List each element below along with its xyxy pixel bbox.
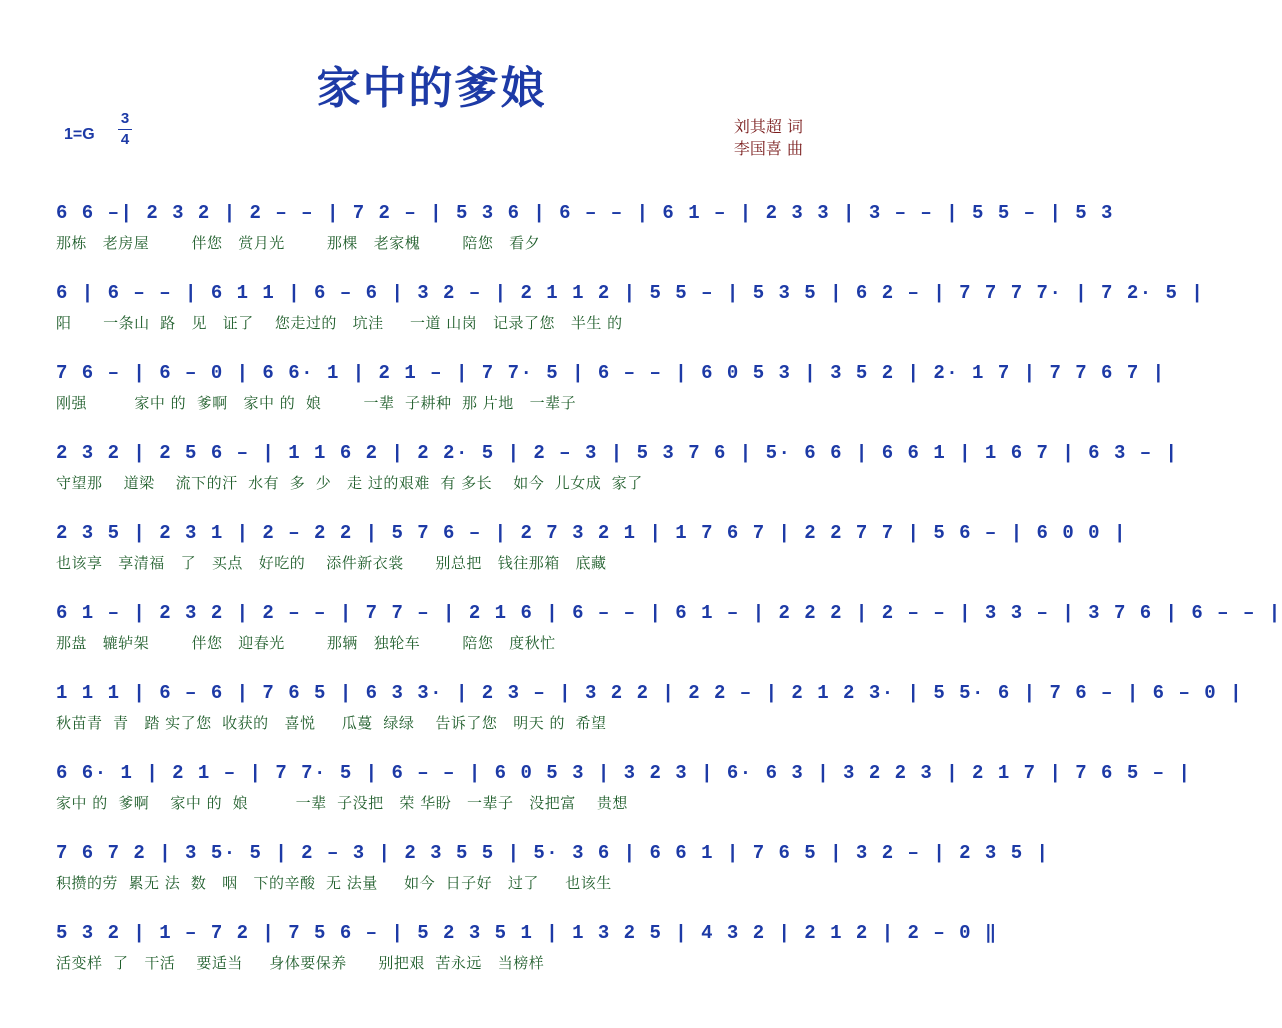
lyric-line: 积攒的劳 累无 法 数 咽 下的辛酸 无 法量 如今 日子好 过了 也该生 bbox=[56, 874, 612, 892]
score-system-8 bbox=[56, 756, 1192, 816]
score-system-1 bbox=[56, 196, 1114, 256]
key-signature: 1=G bbox=[64, 126, 95, 143]
lyric-line: 守望那 道梁 流下的汗 水有 多 少 走 过的艰难 有 多长 如今 儿女成 家了 bbox=[56, 474, 643, 492]
credits bbox=[734, 116, 803, 160]
lyricist-credit: 刘其超 词 bbox=[733, 117, 803, 136]
notation-line: 6 6· 1 | 2 1 – | 7 7· 5 | 6 – – | 6 0 5 3 | 3 2 3 | 6· 6 3 | 3 2 2 3 | 2 1 7 | 7 6 5 – | bbox=[56, 762, 1192, 784]
meter-bar bbox=[118, 129, 132, 130]
lyric-line: 那栋 老房屋 伴您 赏月光 那棵 老家槐 陪您 看夕 bbox=[56, 234, 541, 252]
notation-line: 6 6 –| 2 3 2 | 2 – – | 7 2 – | 5 3 6 | 6 – – | 6 1 – | 2 3 3 | 3 – – | 5 5 – | 5 3 bbox=[56, 202, 1114, 224]
score-system-3 bbox=[56, 356, 1166, 416]
score-system-9 bbox=[56, 836, 1050, 896]
lyric-line: 秋苗青 青 踏 实了您 收获的 喜悦 瓜蔓 绿绿 告诉了您 明天 的 希望 bbox=[56, 714, 607, 732]
notation-line: 6 | 6 – – | 6 1 1 | 6 – 6 | 3 2 – | 2 1 1 2 | 5 5 – | 5 3 5 | 6 2 – | 7 7 7 7· | 7 2· 5 | bbox=[56, 282, 1205, 304]
notation-line: 2 3 5 | 2 3 1 | 2 – 2 2 | 5 7 6 – | 2 7 3 2 1 | 1 7 6 7 | 2 2 7 7 | 5 6 – | 6 0 0 | bbox=[56, 522, 1127, 544]
score-system-10 bbox=[56, 916, 998, 976]
notation-line: 2 3 2 | 2 5 6 – | 1 1 6 2 | 2 2· 5 | 2 – 3 | 5 3 7 6 | 5· 6 6 | 6 6 1 | 1 6 7 | 6 3 – | bbox=[56, 442, 1179, 464]
lyric-line: 也该享 享清福 了 买点 好吃的 添件新衣裳 别总把 钱往那箱 底藏 bbox=[56, 554, 607, 572]
score-system-5 bbox=[56, 516, 1127, 576]
song-title: 家中的爹娘 bbox=[316, 63, 547, 114]
score-system-4 bbox=[56, 436, 1179, 496]
lyric-line: 阳 一条山 路 见 证了 您走过的 坑洼 一道 山岗 记录了您 半生 的 bbox=[56, 314, 623, 332]
lyric-line: 刚强 家中 的 爹啊 家中 的 娘 一辈 子耕种 那 片地 一辈子 bbox=[56, 394, 577, 412]
composer-credit: 李国喜 曲 bbox=[733, 139, 803, 158]
score-system-6 bbox=[56, 596, 1282, 656]
lyric-line: 家中 的 爹啊 家中 的 娘 一辈 子没把 荣 华盼 一辈子 没把富 贵想 bbox=[56, 794, 628, 812]
time-signature bbox=[118, 110, 132, 149]
notation-line: 5 3 2 | 1 – 7 2 | 7 5 6 – | 5 2 3 5 1 | 1 3 2 5 | 4 3 2 | 2 1 2 | 2 – 0 ‖ bbox=[56, 922, 998, 944]
notation-line: 6 1 – | 2 3 2 | 2 – – | 7 7 – | 2 1 6 | 6 – – | 6 1 – | 2 2 2 | 2 – – | 3 3 – | 3 7 6 | 6 – – | bbox=[56, 602, 1282, 624]
meter-numerator: 3 bbox=[120, 110, 130, 127]
notation-line: 7 6 7 2 | 3 5· 5 | 2 – 3 | 2 3 5 5 | 5· 3 6 | 6 6 1 | 7 6 5 | 3 2 – | 2 3 5 | bbox=[56, 842, 1050, 864]
lyric-line: 那盘 辘轳架 伴您 迎春光 那辆 独轮车 陪您 度秋忙 bbox=[56, 634, 556, 652]
notation-line: 1 1 1 | 6 – 6 | 7 6 5 | 6 3 3· | 2 3 – | 3 2 2 | 2 2 – | 2 1 2 3· | 5 5· 6 | 7 6 – | 6 – 0 | bbox=[56, 682, 1243, 704]
notation-line: 7 6 – | 6 – 0 | 6 6· 1 | 2 1 – | 7 7· 5 | 6 – – | 6 0 5 3 | 3 5 2 | 2· 1 7 | 7 7 6 7 | bbox=[56, 362, 1166, 384]
lyric-line: 活变样 了 干活 要适当 身体要保养 别把艰 苦永远 当榜样 bbox=[56, 954, 545, 972]
meter-denominator: 4 bbox=[120, 131, 130, 148]
score-system-7 bbox=[56, 676, 1243, 736]
score-system-2 bbox=[56, 276, 1205, 336]
